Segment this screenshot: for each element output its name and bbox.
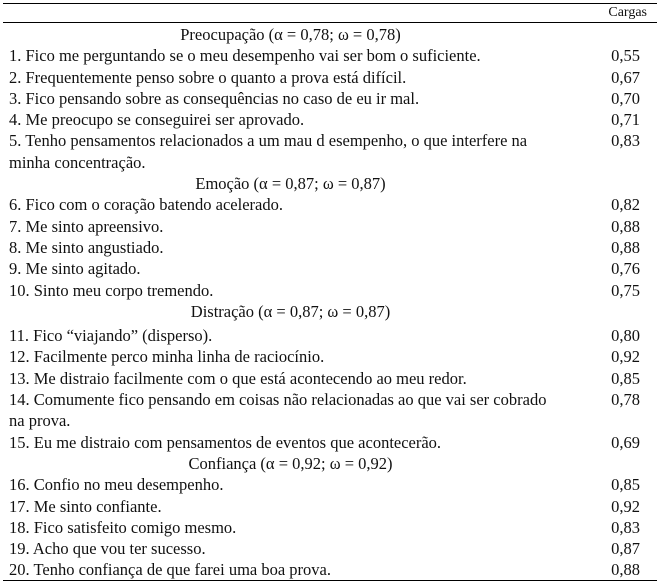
item-text: 10. Sinto meu corpo tremendo. [9, 280, 214, 300]
item-text: 17. Me sinto confiante. [9, 496, 162, 516]
table-row [0, 559, 657, 580]
item-text: 8. Me sinto angustiado. [9, 237, 164, 257]
table-row [0, 280, 657, 301]
table-row [0, 325, 657, 346]
item-text: 12. Facilmente perco minha linha de raciocínio. [9, 347, 325, 367]
item-text: 19. Acho que vou ter sucesso. [9, 539, 206, 559]
loadings-column-header: Cargas [608, 5, 647, 20]
table-row [0, 88, 657, 109]
item-loading: 0,92 [611, 347, 640, 367]
table-row [0, 237, 657, 258]
section-header-preocupacao: Preocupação (α = 0,78; ω = 0,78) [180, 25, 401, 44]
item-text: 15. Eu me distraio com pensamentos de eventos que acontecerão. [9, 432, 442, 452]
item-text: 3. Fico pensando sobre as consequências no caso de eu ir mal. [9, 88, 420, 108]
section-header-confianca: Confiança (α = 0,92; ω = 0,92) [188, 453, 393, 473]
table-row [0, 517, 657, 538]
table-row [0, 258, 657, 279]
item-loading: 0,92 [611, 496, 640, 516]
table-row [0, 368, 657, 389]
item-text: 16. Confio no meu desempenho. [9, 475, 224, 495]
item-loading: 0,67 [611, 67, 640, 87]
item-loading: 0,87 [611, 539, 640, 559]
table-row [0, 474, 657, 495]
item-loading: 0,88 [611, 237, 640, 257]
item-loading: 0,75 [611, 280, 640, 300]
item-loading: 0,88 [611, 216, 640, 236]
table-row [0, 496, 657, 517]
table-row [0, 538, 657, 559]
item-loading: 0,71 [611, 110, 640, 130]
item-text: 20. Tenho confiança de que farei uma boa prova. [9, 560, 331, 580]
item-text: 14. Comumente fico pensando em coisas não relacionadas ao que vai ser cobrado na prova. [9, 390, 547, 431]
item-loading: 0,69 [611, 432, 640, 452]
table-body [0, 24, 657, 581]
item-text: 5. Tenho pensamentos relacionados a um mau d esempenho, o que interfere na minha concentração. [9, 131, 528, 172]
item-text: 11. Fico “viajando” (disperso). [9, 326, 213, 346]
item-loading: 0,88 [611, 560, 640, 580]
item-text: 13. Me distraio facilmente com o que está acontecendo ao meu redor. [9, 368, 467, 388]
item-loading: 0,85 [611, 475, 640, 495]
table-row [0, 194, 657, 215]
item-loading: 0,55 [611, 46, 640, 66]
table-row [0, 432, 657, 453]
table-row [0, 389, 657, 432]
bottom-rule [3, 580, 657, 581]
item-text: 18. Fico satisfeito comigo mesmo. [9, 517, 237, 537]
table-row [0, 45, 657, 66]
item-loading: 0,80 [611, 326, 640, 346]
item-text: 4. Me preocupo se conseguirei ser aprovado. [9, 110, 305, 130]
table-row [0, 346, 657, 367]
section-header-emocao: Emoção (α = 0,87; ω = 0,87) [195, 174, 386, 194]
item-text: 9. Me sinto agitado. [9, 259, 141, 279]
item-text: 1. Fico me perguntando se o meu desempenho vai ser bom o suficiente. [9, 46, 481, 66]
item-text: 6. Fico com o coração batendo acelerado. [9, 195, 283, 215]
item-text: 7. Me sinto apreensivo. [9, 216, 164, 236]
item-text: 2. Frequentemente penso sobre o quanto a prova está difícil. [9, 67, 407, 87]
item-loading: 0,76 [611, 259, 640, 279]
item-loading: 0,83 [611, 517, 640, 537]
item-loading: 0,82 [611, 195, 640, 215]
table-row [0, 67, 657, 88]
table-row [0, 130, 657, 173]
item-loading: 0,78 [611, 390, 640, 410]
table-row [0, 109, 657, 130]
item-loading: 0,70 [611, 88, 640, 108]
item-loading: 0,83 [611, 131, 640, 151]
item-loading: 0,85 [611, 368, 640, 388]
table-header-row [3, 3, 657, 23]
section-header-distracao: Distração (α = 0,87; ω = 0,87) [190, 301, 391, 321]
table-row [0, 216, 657, 237]
